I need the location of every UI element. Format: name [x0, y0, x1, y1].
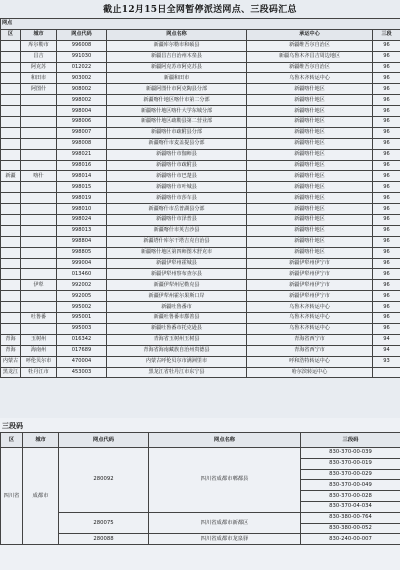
center-cell: 新疆伊犁州伊宁市	[247, 258, 373, 269]
region-cell	[1, 247, 21, 258]
center-cell: 新疆喀什地区	[247, 138, 373, 149]
city-cell: 和田市	[21, 73, 57, 84]
segment-code-cell: 830-380-00-764	[301, 512, 400, 523]
center-cell: 新疆伊犁州伊宁市	[247, 280, 373, 291]
region-cell: 青海	[1, 345, 21, 356]
segment-cell: 96	[373, 313, 400, 324]
region-cell	[1, 258, 21, 269]
region-cell	[1, 84, 21, 95]
segment-cell: 96	[373, 269, 400, 280]
city-cell	[21, 127, 57, 138]
name-cell: 新疆吐鲁番市	[107, 302, 247, 313]
table-row	[1, 215, 400, 226]
code-cell: 995001	[57, 313, 107, 324]
segment-cell: 96	[373, 40, 400, 51]
table-row	[1, 84, 400, 95]
segment-code-cell: 830-370-00-049	[301, 480, 400, 491]
segment-cell: 96	[373, 149, 400, 160]
city-cell	[21, 149, 57, 160]
segment-cell: 96	[373, 84, 400, 95]
col-header: 城市	[23, 433, 59, 448]
table-row	[1, 225, 400, 236]
code-cell: 998008	[57, 138, 107, 149]
region-cell	[1, 62, 21, 73]
code-cell: 998013	[57, 225, 107, 236]
region-cell	[1, 127, 21, 138]
city-cell	[21, 106, 57, 117]
table-row	[1, 171, 400, 182]
table-row	[1, 73, 400, 84]
name-cell: 新疆吐鲁番市托克逊县	[107, 323, 247, 334]
segment-code-cell: 830-370-00-028	[301, 491, 400, 502]
center-cell: 新疆喀什地区	[247, 106, 373, 117]
center-cell: 新疆喀什地区	[247, 215, 373, 226]
table-row	[1, 117, 400, 128]
segment-cell: 96	[373, 204, 400, 215]
table-row	[1, 448, 400, 459]
center-cell: 青海省西宁市	[247, 345, 373, 356]
center-cell: 新疆喀什地区	[247, 193, 373, 204]
table-row	[1, 534, 400, 545]
name-cell: 新疆喀什市叶城县	[107, 182, 247, 193]
table-row	[1, 258, 400, 269]
code-cell: 453003	[57, 367, 107, 378]
outlet-name-cell: 四川省成都市龙泉驿	[149, 534, 301, 545]
city-cell	[21, 182, 57, 193]
city-cell: 喀什	[21, 171, 57, 182]
segment-cell: 96	[373, 51, 400, 62]
region-cell	[1, 323, 21, 334]
name-cell: 新疆阿图什市阿克陶县分部	[107, 84, 247, 95]
city-cell: 海南州	[21, 345, 57, 356]
city-cell	[21, 258, 57, 269]
segment-cell: 96	[373, 182, 400, 193]
center-cell: 新疆维吾尔自治区	[247, 40, 373, 51]
code-cell: 996008	[57, 40, 107, 51]
region-cell	[1, 236, 21, 247]
segment-code-cell: 830-370-04-034	[301, 501, 400, 512]
table-row	[1, 345, 400, 356]
name-cell: 新疆喀什市莎车县	[107, 193, 247, 204]
region-cell	[1, 280, 21, 291]
province-cell: 四川省	[1, 448, 23, 545]
region-cell	[1, 313, 21, 324]
city-cell	[21, 95, 57, 106]
segment-cell: 96	[373, 258, 400, 269]
center-cell: 乌鲁木齐转运中心	[247, 73, 373, 84]
table-group-row	[1, 19, 400, 30]
name-cell: 新疆伊犁州霍尔果斯口岸	[107, 291, 247, 302]
suspended-outlets-table	[0, 18, 400, 378]
code-cell: 998021	[57, 149, 107, 160]
col-header: 网点名称	[149, 433, 301, 448]
region-cell	[1, 117, 21, 128]
code-cell: 998010	[57, 204, 107, 215]
code-cell: 998804	[57, 236, 107, 247]
region-cell	[1, 215, 21, 226]
city-cell: 昌吉	[21, 51, 57, 62]
code-cell: 998805	[57, 247, 107, 258]
code-cell: 998002	[57, 95, 107, 106]
city-cell: 成都市	[23, 448, 59, 545]
name-cell: 新疆伊犁州霍城县	[107, 258, 247, 269]
city-cell: 伊犁	[21, 280, 57, 291]
section-title: 三段码	[2, 422, 23, 430]
region-cell: 内蒙古	[1, 356, 21, 367]
name-cell: 新疆喀什市英吉沙县	[107, 225, 247, 236]
table-row	[1, 334, 400, 345]
city-cell	[21, 247, 57, 258]
table-body	[1, 448, 400, 545]
region-cell	[1, 291, 21, 302]
table-row	[1, 106, 400, 117]
center-cell: 新疆喀什地区	[247, 236, 373, 247]
col-header: 承运中心	[247, 29, 373, 40]
code-cell: 903002	[57, 73, 107, 84]
code-cell: 999004	[57, 258, 107, 269]
region-cell	[1, 95, 21, 106]
segment-cell: 96	[373, 193, 400, 204]
city-cell	[21, 236, 57, 247]
code-cell: 998006	[57, 117, 107, 128]
center-cell: 新疆喀什地区	[247, 160, 373, 171]
region-cell	[1, 182, 21, 193]
table-row	[1, 323, 400, 334]
code-cell: 908002	[57, 84, 107, 95]
code-cell: 992002	[57, 280, 107, 291]
segment-cell: 96	[373, 171, 400, 182]
table-row	[1, 160, 400, 171]
col-header: 三段码	[301, 433, 400, 448]
region-cell: 黑龙江	[1, 367, 21, 378]
code-cell: 012022	[57, 62, 107, 73]
col-header: 区	[1, 433, 23, 448]
center-cell: 新疆喀什地区	[247, 95, 373, 106]
center-cell: 新疆维吾尔自治区	[247, 62, 373, 73]
name-cell: 新疆伊犁州察布查尔县	[107, 269, 247, 280]
table-row	[1, 247, 400, 258]
city-cell	[21, 160, 57, 171]
city-cell: 库尔勒市	[21, 40, 57, 51]
region-cell	[1, 40, 21, 51]
center-cell: 乌鲁木齐转运中心	[247, 302, 373, 313]
name-cell: 新疆昌吉自治州木垒县	[107, 51, 247, 62]
table-row	[1, 313, 400, 324]
name-cell: 新疆塔什库尔干塔吉克自治县	[107, 236, 247, 247]
region-cell	[1, 160, 21, 171]
table-body	[1, 40, 400, 378]
name-cell: 新疆喀什市泽普县	[107, 215, 247, 226]
city-cell: 呼伦贝尔市	[21, 356, 57, 367]
name-cell: 新疆喀什市疏附县分部	[107, 127, 247, 138]
table-row	[1, 95, 400, 106]
city-cell	[21, 323, 57, 334]
segment-cell: 96	[373, 215, 400, 226]
table-row	[1, 204, 400, 215]
name-cell: 新疆喀什市岳普湖县分部	[107, 204, 247, 215]
table-row	[1, 62, 400, 73]
code-cell: 992005	[57, 291, 107, 302]
segment-cell: 96	[373, 62, 400, 73]
name-cell: 新疆和田市	[107, 73, 247, 84]
segment-cell: 94	[373, 334, 400, 345]
city-cell	[21, 138, 57, 149]
table-row	[1, 236, 400, 247]
outlet-name-cell: 四川省成都市郫都县	[149, 448, 301, 513]
table-row	[1, 291, 400, 302]
region-cell	[1, 225, 21, 236]
region-cell	[1, 106, 21, 117]
table-header-row	[1, 29, 400, 40]
center-cell: 新疆喀什地区	[247, 182, 373, 193]
segment-cell: 93	[373, 356, 400, 367]
city-cell	[21, 117, 57, 128]
table-row	[1, 193, 400, 204]
city-cell: 阿克苏	[21, 62, 57, 73]
outlet-code-cell: 280088	[59, 534, 149, 545]
center-cell: 新疆喀什地区	[247, 127, 373, 138]
region-cell	[1, 149, 21, 160]
region-cell	[1, 51, 21, 62]
segment-cell: 96	[373, 225, 400, 236]
outlet-code-cell: 280075	[59, 512, 149, 534]
code-cell: 998016	[57, 160, 107, 171]
city-cell	[21, 215, 57, 226]
segment-cell: 96	[373, 160, 400, 171]
city-cell	[21, 269, 57, 280]
center-cell: 青海省西宁市	[247, 334, 373, 345]
region-cell: 新疆	[1, 171, 21, 182]
segment-cell: 96	[373, 302, 400, 313]
segment-code-cell: 830-380-00-052	[301, 523, 400, 534]
code-cell: 013460	[57, 269, 107, 280]
outlet-name-cell: 四川省成都市新都区	[149, 512, 301, 534]
city-cell: 牡丹江市	[21, 367, 57, 378]
table-row	[1, 40, 400, 51]
region-cell	[1, 73, 21, 84]
center-cell: 新疆喀什地区	[247, 117, 373, 128]
city-cell	[21, 204, 57, 215]
code-cell: 998024	[57, 215, 107, 226]
region-cell	[1, 138, 21, 149]
code-cell: 998015	[57, 182, 107, 193]
segment-code-table	[0, 432, 400, 545]
segment-code-cell: 830-370-00-039	[301, 448, 400, 459]
region-cell	[1, 204, 21, 215]
segment-code-section	[0, 418, 400, 570]
code-cell: 998014	[57, 171, 107, 182]
center-cell: 新疆喀什地区	[247, 225, 373, 236]
segment-cell: 96	[373, 247, 400, 258]
segment-cell: 96	[373, 291, 400, 302]
code-cell: 991030	[57, 51, 107, 62]
name-cell: 青海省玉树州玉树县	[107, 334, 247, 345]
name-cell: 新疆库尔勒市和硕县	[107, 40, 247, 51]
name-cell: 青海省海南藏族自治州贵德县	[107, 345, 247, 356]
name-cell: 新疆伊犁州尼勒克县	[107, 280, 247, 291]
group-header: 网点	[1, 19, 400, 30]
col-header: 网点代码	[59, 433, 149, 448]
code-cell: 995003	[57, 323, 107, 334]
name-cell: 新疆喀什市疏附县	[107, 160, 247, 171]
col-header: 网点名称	[107, 29, 247, 40]
segment-cell: 96	[373, 127, 400, 138]
region-cell: 青海	[1, 334, 21, 345]
segment-cell: 96	[373, 236, 400, 247]
code-cell: 470004	[57, 356, 107, 367]
table-row	[1, 512, 400, 523]
segment-cell: 96	[373, 323, 400, 334]
name-cell: 黑龙江省牡丹江市东宁县	[107, 367, 247, 378]
segment-code-cell: 830-370-00-029	[301, 469, 400, 480]
code-cell: 998019	[57, 193, 107, 204]
segment-cell: 96	[373, 73, 400, 84]
center-cell: 新疆喀什地区	[247, 149, 373, 160]
table-row	[1, 269, 400, 280]
center-cell: 新疆伊犁州伊宁市	[247, 269, 373, 280]
outlet-code-cell: 280092	[59, 448, 149, 513]
table-row	[1, 302, 400, 313]
name-cell: 新疆阿克苏市阿克苏县	[107, 62, 247, 73]
table-header-row	[1, 433, 400, 448]
center-cell: 新疆伊犁州伊宁市	[247, 291, 373, 302]
segment-cell: 96	[373, 117, 400, 128]
center-cell: 新疆乌鲁木齐昌吉周边地区	[247, 51, 373, 62]
city-cell	[21, 225, 57, 236]
center-cell: 新疆喀什地区	[247, 171, 373, 182]
segment-cell: 96	[373, 280, 400, 291]
table-row	[1, 149, 400, 160]
region-cell	[1, 269, 21, 280]
center-cell: 哈尔滨转运中心	[247, 367, 373, 378]
code-cell: 998007	[57, 127, 107, 138]
code-cell: 017689	[57, 345, 107, 356]
col-header: 城市	[21, 29, 57, 40]
center-cell: 新疆喀什地区	[247, 247, 373, 258]
table-row	[1, 51, 400, 62]
segment-cell	[373, 367, 400, 378]
table-row	[1, 127, 400, 138]
segment-cell: 96	[373, 95, 400, 106]
segment-cell: 94	[373, 345, 400, 356]
center-cell: 新疆喀什地区	[247, 84, 373, 95]
city-cell	[21, 302, 57, 313]
name-cell: 新疆吐鲁番市鄯善县	[107, 313, 247, 324]
name-cell: 新疆喀什地区疏勒县第二营业部	[107, 117, 247, 128]
table-row	[1, 367, 400, 378]
name-cell: 内蒙古呼伦贝尔市满洲里市	[107, 356, 247, 367]
city-cell	[21, 193, 57, 204]
code-cell: 016342	[57, 334, 107, 345]
page-title: 截止12月15日全网暂停派送网点、三段码汇总	[103, 5, 297, 15]
name-cell: 新疆喀什市麦盖提县分部	[107, 138, 247, 149]
region-cell	[1, 302, 21, 313]
name-cell: 新疆喀什市伽师县	[107, 149, 247, 160]
center-cell: 呼和浩特转运中心	[247, 356, 373, 367]
city-cell: 玉树州	[21, 334, 57, 345]
col-header: 三段	[373, 29, 400, 40]
table-row	[1, 280, 400, 291]
table-row	[1, 138, 400, 149]
col-header: 区	[1, 29, 21, 40]
center-cell: 乌鲁木齐转运中心	[247, 313, 373, 324]
table-row	[1, 182, 400, 193]
city-cell	[21, 291, 57, 302]
col-header: 网点代码	[57, 29, 107, 40]
name-cell: 新疆喀什地区喀什大学东城分部	[107, 106, 247, 117]
city-cell: 阿图什	[21, 84, 57, 95]
segment-cell: 96	[373, 138, 400, 149]
city-cell: 吐鲁番	[21, 313, 57, 324]
center-cell: 乌鲁木齐转运中心	[247, 323, 373, 334]
segment-code-cell: 830-240-00-007	[301, 534, 400, 545]
segment-code-cell: 830-370-00-019	[301, 458, 400, 469]
center-cell: 新疆喀什地区	[247, 204, 373, 215]
table-row	[1, 356, 400, 367]
name-cell: 新疆喀什地区第四师图木舒克市	[107, 247, 247, 258]
name-cell: 新疆喀什地区喀什市第二分部	[107, 95, 247, 106]
code-cell: 998004	[57, 106, 107, 117]
name-cell: 新疆喀什市巴楚县	[107, 171, 247, 182]
segment-cell: 96	[373, 106, 400, 117]
region-cell	[1, 193, 21, 204]
code-cell: 995002	[57, 302, 107, 313]
